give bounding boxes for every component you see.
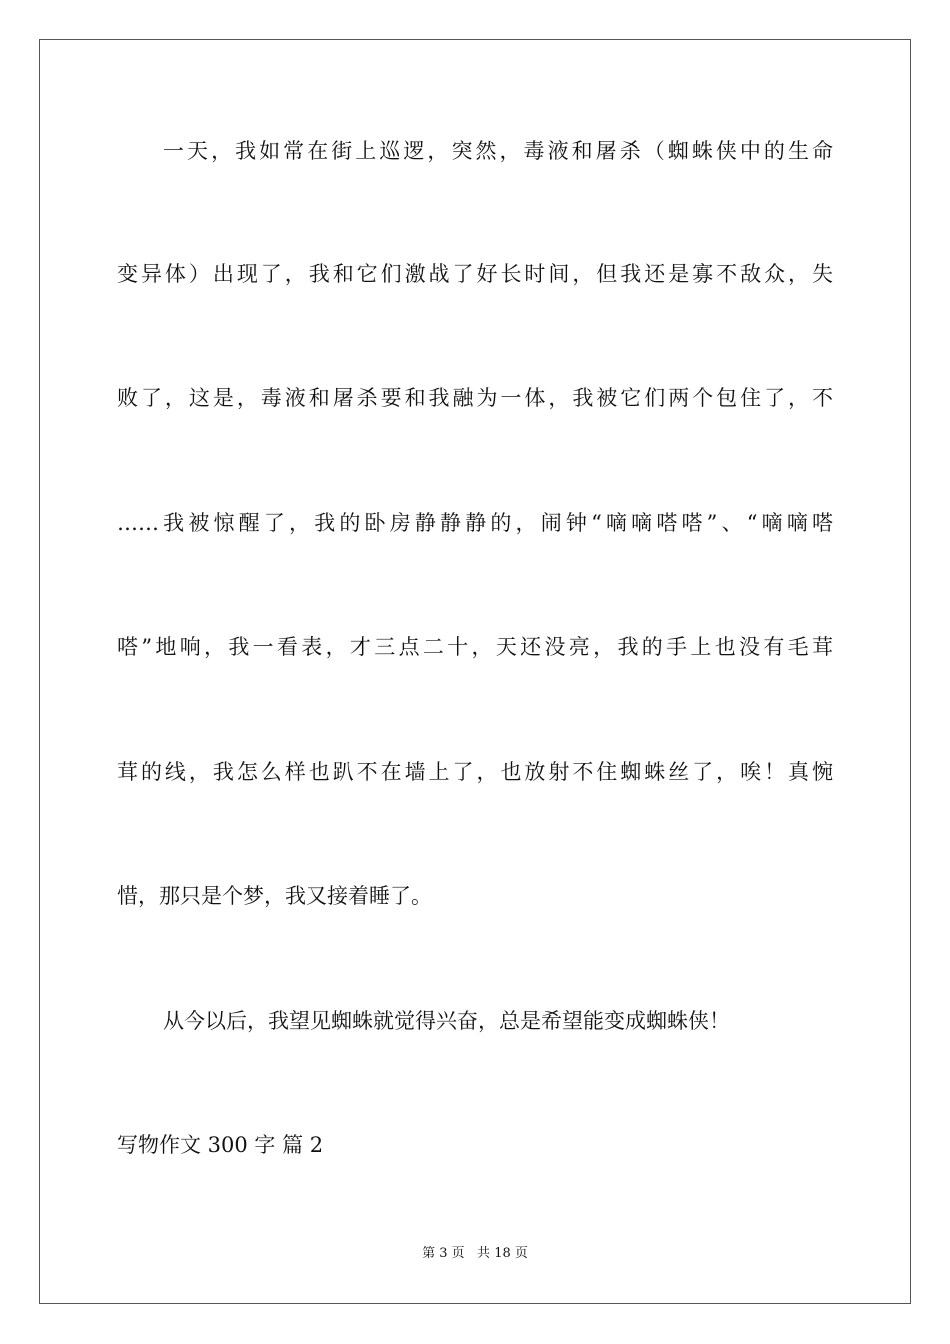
section-heading: 写物作文 300 字 篇 2 xyxy=(117,1133,324,1157)
paragraph-line: 嗒”地响，我一看表，才三点二十，天还没亮，我的手上也没有毛茸 xyxy=(117,635,833,659)
paragraph-line-last: 惜，那只是个梦，我又接着睡了。 xyxy=(117,884,432,908)
paragraph-line: 败了，这是，毒液和屠杀要和我融为一体，我被它们两个包住了，不 xyxy=(117,386,833,410)
page-frame xyxy=(39,39,911,1304)
paragraph-line: 一天，我如常在街上巡逻，突然，毒液和屠杀（蜘蛛侠中的生命 xyxy=(163,139,833,163)
paragraph-line: 从今以后，我望见蜘蛛就觉得兴奋，总是希望能变成蜘蛛侠！ xyxy=(163,1009,730,1033)
paragraph-line: 茸的线，我怎么样也趴不在墙上了，也放射不住蜘蛛丝了，唉！真惋 xyxy=(117,760,833,784)
paragraph-line: 变异体）出现了，我和它们激战了好长时间，但我还是寡不敌众，失 xyxy=(117,262,833,286)
page-number-footer: 第 3 页 共 18 页 xyxy=(422,1246,528,1261)
paragraph-line: ……我被惊醒了，我的卧房静静静的，闹钟“嘀嘀嗒嗒”、“嘀嘀嗒 xyxy=(117,511,833,535)
